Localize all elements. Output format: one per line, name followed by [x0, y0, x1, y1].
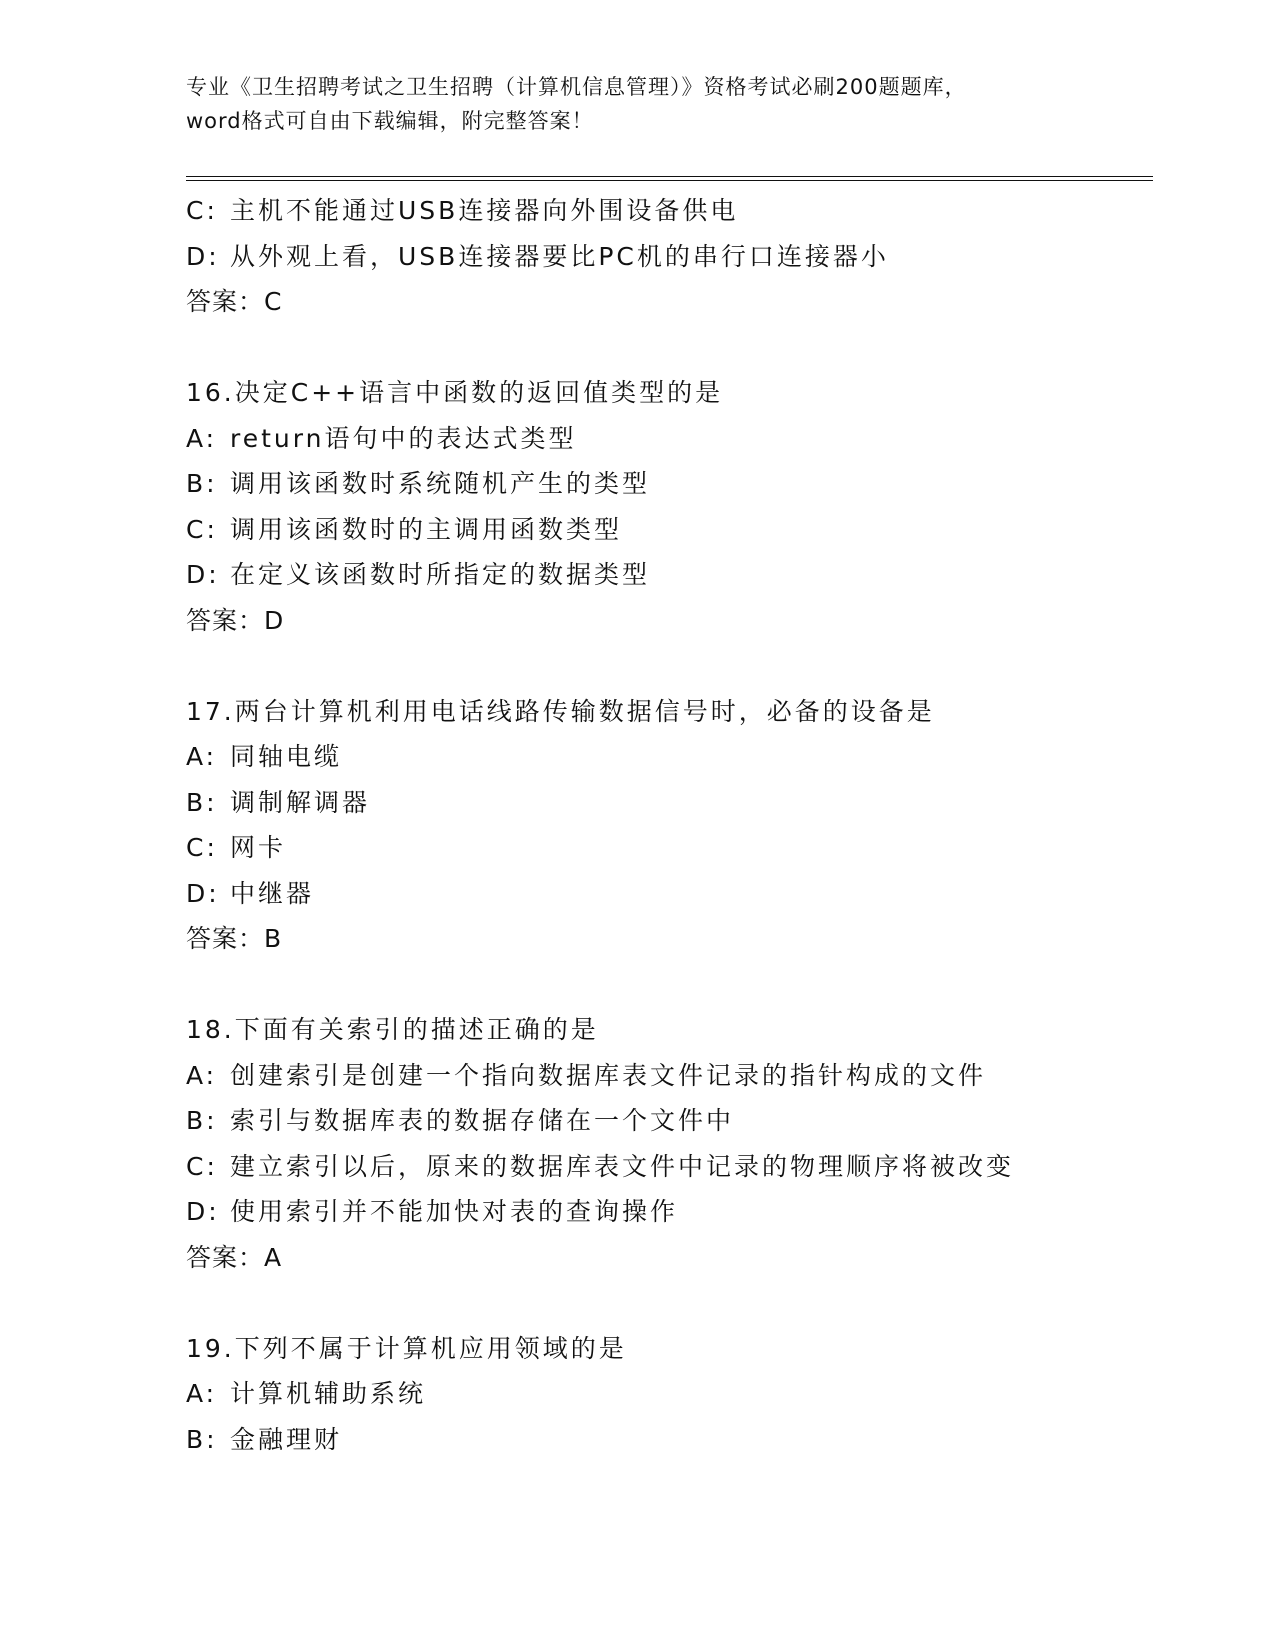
- option-c: [186, 188, 1146, 234]
- option-a: [186, 416, 1146, 462]
- option-text: 创建索引是创建一个指向数据库表文件记录的指针构成的文件: [230, 1060, 987, 1090]
- option-text: 使用索引并不能加快对表的查询操作: [230, 1197, 679, 1226]
- option-key: A:: [186, 1060, 218, 1090]
- option-text: 主机不能通过USB连接器向外围设备供电: [230, 196, 739, 225]
- option-text: 同轴电缆: [230, 742, 343, 771]
- option-a: [186, 1053, 1146, 1099]
- option-c: [186, 1144, 1146, 1190]
- option-text: 网卡: [230, 833, 287, 862]
- option-text: 建立索引以后，原来的数据库表文件中记录的物理顺序将被改变: [230, 1151, 1015, 1181]
- option-a: [186, 734, 1146, 780]
- option-key: D:: [186, 560, 220, 589]
- option-key: C:: [186, 514, 218, 544]
- option-d: [186, 871, 1146, 917]
- question-stem-19: 19.下列不属于计算机应用领域的是: [186, 1333, 627, 1363]
- option-text: 调用该函数时系统随机产生的类型: [230, 469, 651, 498]
- spacer: [186, 325, 1146, 371]
- option-b: [186, 1098, 1146, 1144]
- question-stem-16: 16.决定C++语言中函数的返回值类型的是: [186, 378, 724, 407]
- answer-line: 答案：A: [186, 1242, 283, 1272]
- option-key: D:: [186, 241, 220, 271]
- header-title-line-1: 专业《卫生招聘考试之卫生招聘（计算机信息管理）》资格考试必刷200题题库，: [186, 75, 967, 99]
- option-c: [186, 825, 1146, 871]
- option-key: B:: [186, 1106, 218, 1135]
- option-text: 金融理财: [230, 1424, 343, 1454]
- option-key: A:: [186, 423, 218, 453]
- header-divider: [186, 176, 1153, 181]
- option-text: 从外观上看，USB连接器要比PC机的串行口连接器小: [230, 241, 889, 271]
- option-text: 中继器: [230, 878, 315, 908]
- question-stem-18: 18.下面有关索引的描述正确的是: [186, 1015, 599, 1044]
- option-a: [186, 1371, 1146, 1417]
- option-key: C:: [186, 1151, 218, 1181]
- option-text: 调制解调器: [230, 787, 371, 817]
- question-stem-17: 17.两台计算机利用电话线路传输数据信号时，必备的设备是: [186, 696, 935, 726]
- answer-line: 答案：C: [186, 287, 283, 316]
- option-text: return语句中的表达式类型: [230, 423, 577, 453]
- answer-line: 答案：D: [186, 605, 285, 635]
- option-text: 计算机辅助系统: [230, 1379, 427, 1408]
- option-key: D:: [186, 1197, 220, 1226]
- option-b: [186, 461, 1146, 507]
- answer-line: 答案：B: [186, 924, 283, 953]
- option-d: [186, 1189, 1146, 1235]
- option-key: B:: [186, 1424, 218, 1454]
- spacer: [186, 962, 1146, 1008]
- option-key: C:: [186, 196, 218, 225]
- option-d: [186, 234, 1146, 280]
- option-text: 调用该函数时的主调用函数类型: [230, 514, 623, 544]
- option-key: B:: [186, 469, 218, 498]
- option-text: 索引与数据库表的数据存储在一个文件中: [230, 1106, 735, 1135]
- option-key: A:: [186, 1379, 218, 1408]
- option-key: C:: [186, 833, 218, 862]
- spacer: [186, 643, 1146, 689]
- option-key: D:: [186, 878, 220, 908]
- option-b: [186, 1417, 1146, 1463]
- spacer: [186, 1280, 1146, 1326]
- option-key: B:: [186, 787, 218, 817]
- option-text: 在定义该函数时所指定的数据类型: [230, 560, 651, 589]
- option-key: A:: [186, 742, 218, 771]
- option-d: [186, 552, 1146, 598]
- header-title-line-2: word格式可自由下载编辑，附完整答案！: [186, 109, 594, 133]
- option-b: [186, 780, 1146, 826]
- question-list: [186, 188, 1146, 1462]
- option-c: [186, 507, 1146, 553]
- document-header: [186, 70, 1116, 138]
